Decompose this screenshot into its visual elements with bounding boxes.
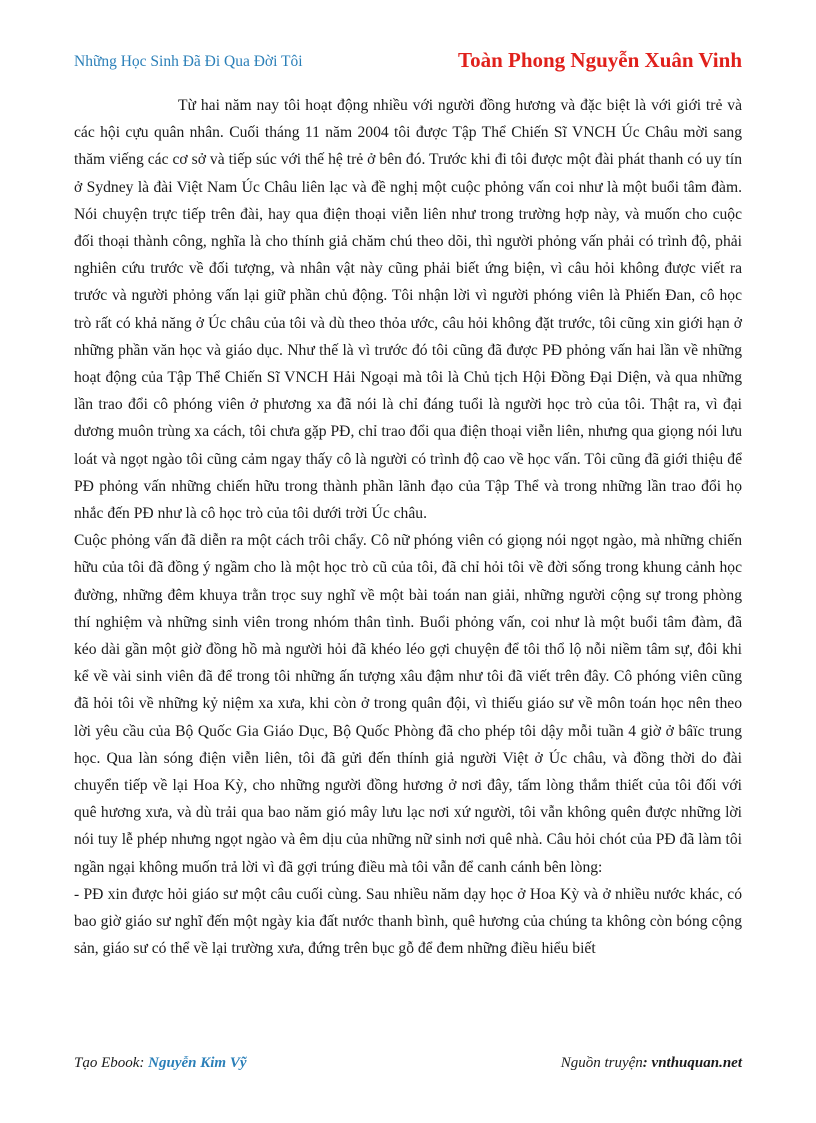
author-name: Toàn Phong Nguyễn Xuân Vinh [457, 48, 742, 72]
page-body [74, 92, 742, 963]
source-label: Nguồn truyện [560, 1055, 643, 1071]
ebook-separator: : [139, 1055, 149, 1071]
paragraph-1: Từ hai năm nay tôi hoạt động nhiều với người đồng hương và đặc biệt là với giới trẻ và các hội cựu quân nhân. Cuối tháng 11 năm 2004 tôi được Tập Thể Chiến Sĩ VNCH Úc Châu mời sang thăm viếng các cơ sở và tiếp súc với thế hệ trẻ ở bên đó. Trước khi đi tôi được một đài phát thanh có uy tín ở Sydney là đài Việt Nam Úc Châu liên lạc và đề nghị một cuộc phỏng vấn coi như là một buổi tâm đàm. Nói chuyện trực tiếp trên đài, hay qua điện thoại viễn liên như trong trường hợp này, và muốn cho cuộc đối thoại thành công, nghĩa là cho thính giả chăm chú theo dõi, thì người phỏng vấn phải có trình độ, phải nghiên cứu trước về đối tượng, và nhân vật này cũng phải biết ứng biện, vì câu hỏi không được viết ra trước và người phỏng vấn lại giữ phần chủ động. Tôi nhận lời vì người phóng viên là Phiến Đan, cô học trò rất có khả năng ở Úc châu của tôi và dù theo thỏa ước, câu hỏi không đặt trước, tôi cũng xin giới hạn ở những phần văn học và giáo dục. Như thế là vì trước đó tôi cũng đã được PĐ phỏng vấn hai lần về những hoạt động của Tập Thể Chiến Sĩ VNCH Hải Ngoại mà tôi là Chủ tịch Hội Đồng Đại Diện, và qua những lần trao đổi cô phóng viên ở phương xa đã nói là chỉ đáng tuổi là người học trò của tôi. Thật ra, vì đại dương muôn trùng xa cách, tôi chưa gặp PĐ, chỉ trao đổi qua điện thoại viễn liên, nhưng qua giọng nói lưu loát và ngọt ngào tôi cũng cảm ngay thấy cô là người có trình độ cao về học vấn. Tôi cũng đã giới thiệu để PĐ phỏng vấn những chiến hữu trong thành phần lãnh đạo của Tập Thể và trong những lần trao đổi họ nhắc đến PĐ như là cô học trò của tôi dưới trời Úc châu. [74, 97, 742, 523]
book-title: Những Học Sinh Đã Đi Qua Đời Tôi [74, 53, 303, 70]
source-separator: : [642, 1055, 652, 1071]
ebook-label: Tạo Ebook [74, 1055, 140, 1071]
source-site: vnthuquan.net [651, 1055, 742, 1071]
ebook-author: Nguyễn Kim Vỹ [148, 1055, 247, 1071]
page-header [74, 48, 742, 76]
source-credit [561, 1055, 742, 1072]
paragraph-2: Cuộc phỏng vấn đã diễn ra một cách trôi chẩy. Cô nữ phóng viên có giọng nói ngọt ngào, mà những chiến hữu của tôi đã đồng ý ngầm cho là một học trò cũ của tôi, đã chỉ hỏi tôi về đời sống trong khung cảnh học đường, những đêm khuya trằn trọc suy nghĩ về một bài toán nan giải, những người cộng sự trong phòng thí nghiệm và những sinh viên trong nhóm thân tình. Buổi phỏng vấn, coi như là một buổi tâm đàm, đã kéo dài gần một giờ đồng hồ mà người hỏi đã khéo léo gợi chuyện để tôi thổ lộ nỗi niềm tâm sự, đôi khi kể về vài sinh viên đã để trong tôi những ấn tượng xâu đậm như tôi đã viết trên đây. Cô phóng viên cũng đã hỏi tôi về những kỷ niệm xa xưa, khi còn ở trong quân đội, vì thiếu giáo sư về môn toán học nên theo lời yêu cầu của Bộ Quốc Gia Giáo Dục, Bộ Quốc Phòng đã cho phép tôi dậy mỗi tuần 4 giờ ở bâïc trung học. Qua làn sóng điện viễn liên, tôi đã gửi đến thính giả người Việt ở Úc châu, và đồng thời do đài chuyển tiếp về lại Hoa Kỳ, cho những người đồng hương ở nơi đây, tấm lòng thắm thiết của tôi đối với quê hương xưa, và dù trải qua bao năm gió mây lưu lạc nơi xứ người, tôi vẫn không quên được những lời nói tuy lễ phép nhưng ngọt ngào và êm dịu của những nữ sinh nơi quê nhà. Câu hỏi chót của PĐ đã làm tôi ngần ngại không muốn trả lời vì đã gợi trúng điều mà tôi vẫn để canh cánh bên lòng: [74, 532, 742, 876]
page-footer [74, 1055, 742, 1077]
ebook-credit [74, 1055, 247, 1072]
paragraph-3: - PĐ xin được hỏi giáo sư một câu cuối cùng. Sau nhiều năm dạy học ở Hoa Kỳ và ở nhiều nước khác, có bao giờ giáo sư nghĩ đến một ngày kia đất nước thanh bình, quê hương của chúng ta không còn bóng cộng sản, giáo sư có thể về lại trường xưa, đứng trên bục gỗ để đem những điều hiểu biết [74, 885, 742, 958]
